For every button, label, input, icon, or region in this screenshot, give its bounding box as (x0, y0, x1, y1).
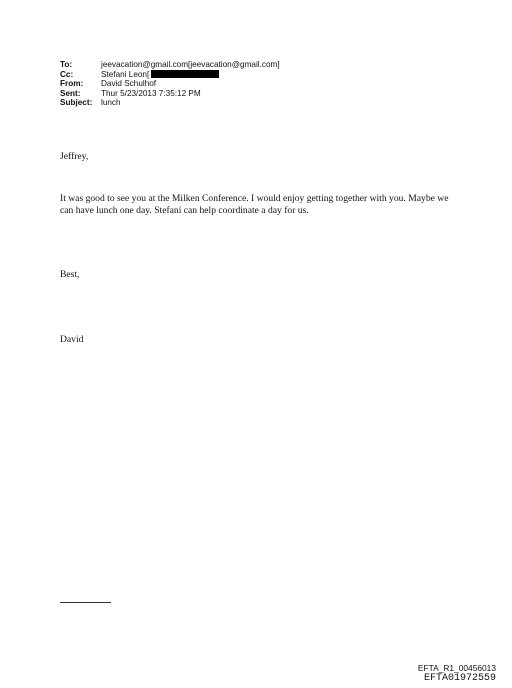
subject-label: Subject: (60, 98, 93, 108)
footnote-rule (60, 602, 111, 603)
header-row-to (60, 60, 280, 70)
to-value: jeevacation@gmail.com[jeevacation@gmail.com] (101, 60, 280, 69)
email-signature: David (60, 334, 84, 345)
redaction-box (151, 70, 219, 78)
email-paragraph: It was good to see you at the Milken Conference. I would enjoy getting together with you. Maybe we can have lunch one day. Stefani can help coordinate a day for us. (60, 193, 449, 216)
header-row-cc (60, 70, 280, 80)
from-label: From: (60, 79, 84, 89)
sent-label: Sent: (60, 88, 81, 98)
header-row-sent (60, 89, 280, 99)
bates-number-primary: EFTA_R1_00456013 (417, 663, 496, 673)
email-header (60, 60, 280, 108)
cc-value-wrap (101, 70, 219, 80)
header-row-from (60, 79, 280, 89)
from-value: David Schulhof (101, 79, 157, 89)
cc-value: Stefani Leon[ (101, 69, 150, 79)
sent-value: Thur 5/23/2013 7:35:12 PM (101, 88, 201, 98)
cc-label: Cc: (60, 69, 74, 79)
to-label: To: (60, 60, 73, 69)
header-row-subject (60, 98, 280, 108)
subject-value: lunch (101, 98, 121, 108)
email-greeting: Jeffrey, (60, 151, 89, 162)
bates-number-secondary: EFTA01972559 (423, 673, 496, 684)
email-closing: Best, (60, 269, 80, 280)
